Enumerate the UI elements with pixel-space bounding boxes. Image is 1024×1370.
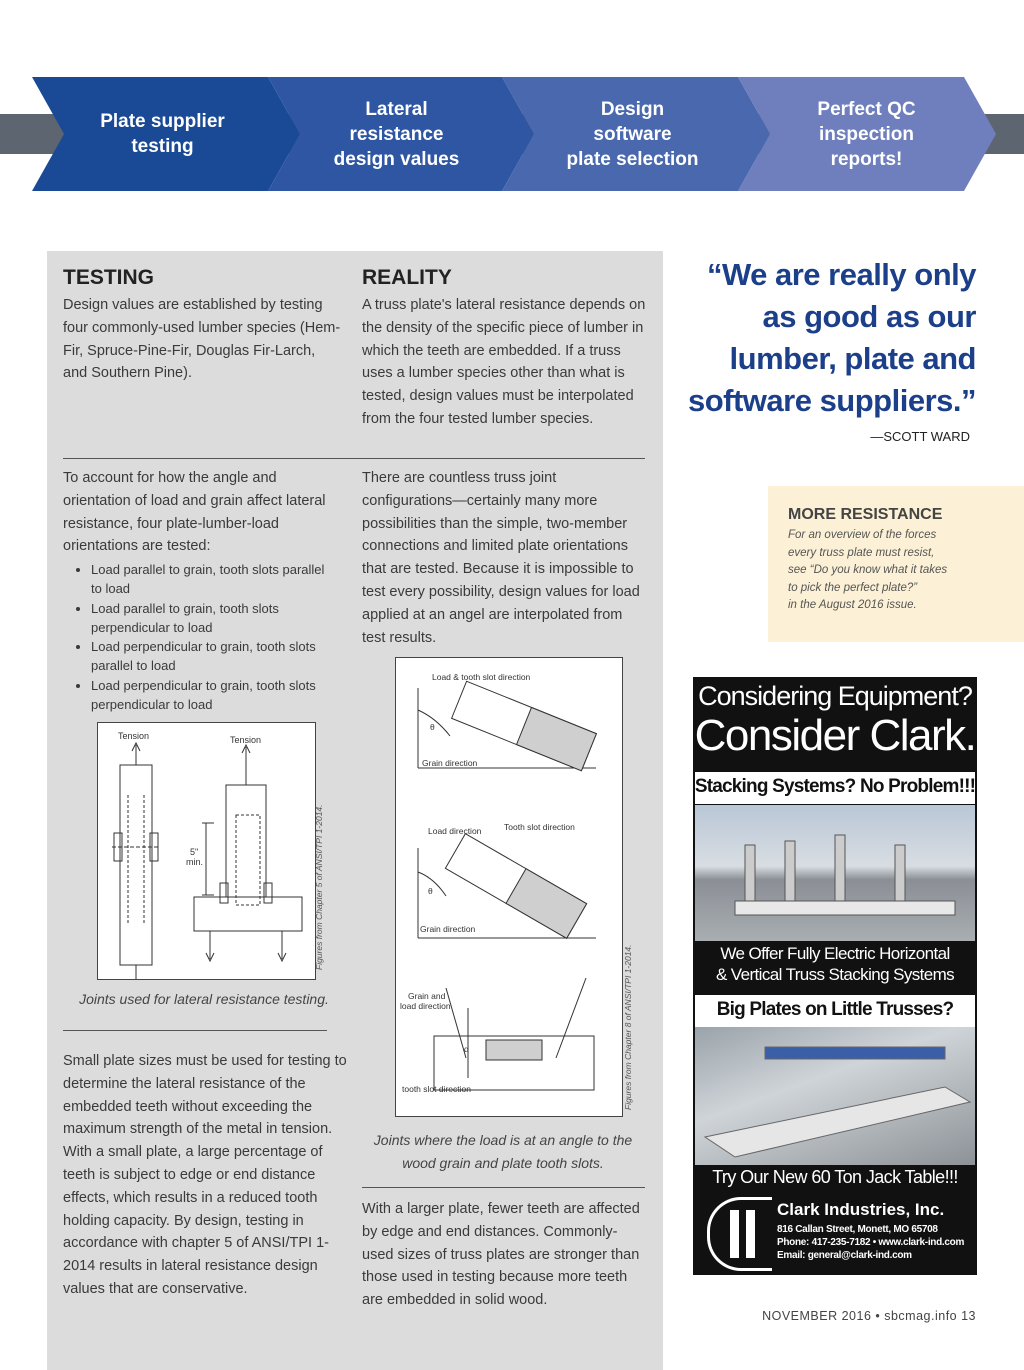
- fig-label: Load direction: [428, 826, 482, 836]
- sidebar-heading: MORE RESISTANCE: [788, 506, 943, 523]
- larger-plate-text: With a larger plate, fewer teeth are affected by edge and end distances. Commonly-used sizes of truss plates are stronger than those used in testing because more teeth are embedded in solid wood.: [362, 1201, 640, 1309]
- clark-logo: [707, 1197, 772, 1271]
- fig-label: Grain and: [408, 991, 446, 1001]
- orientations-intro: To account for how the angle and orientation of load and grain affect lateral resistance, four plate-lumber-load orientations are tested:: [63, 470, 326, 555]
- fig-label: Load & tooth slot direction: [432, 672, 531, 682]
- testing-figure-caption: Joints used for lateral resistance testing.: [79, 991, 329, 1007]
- fig-label: Tooth slot direction: [504, 822, 575, 832]
- fig-label: tooth slot direction: [402, 1084, 471, 1094]
- pull-quote: “We are really only as good as our lumber, plate and software suppliers.”: [687, 257, 976, 418]
- orientation-list: [63, 560, 331, 714]
- testing-figure: [97, 722, 316, 980]
- ad-big-plates: Big Plates on Little Trusses?: [716, 999, 954, 1020]
- fig-label: load direction: [400, 1001, 451, 1011]
- fig-label: Tension: [118, 731, 150, 741]
- caption-divider: [362, 1187, 645, 1188]
- fig-label: θ: [428, 886, 433, 896]
- reality-heading: REALITY: [362, 266, 452, 289]
- process-step-2: Lateral resistance design values: [333, 98, 460, 170]
- fig-label: θ: [430, 722, 435, 732]
- ad-jack-table: Try Our New 60 Ton Jack Table!!!: [712, 1167, 958, 1187]
- fig-label: Grain direction: [422, 758, 478, 768]
- small-plates-text: Small plate sizes must be used for testing to determine the lateral resistance of the embedded teeth without exceeding the maximum strength of the metal in tension. With a small plate, a large percentage of teeth is subject to edge or end distance effects, which results in a reduced tooth holding capacity. By design, testing in accordance with chapter 5 of ANSI/TPI 1-2014 results in lateral resistance design values that are conservative.: [63, 1053, 347, 1297]
- fig-label: α: [464, 1044, 469, 1054]
- clark-advertisement[interactable]: [693, 677, 977, 1275]
- fig-label: Grain direction: [420, 924, 476, 934]
- ad-offer: We Offer Fully Electric Horizontal & Vertical Truss Stacking Systems: [715, 944, 955, 984]
- testing-text: Design values are established by testing four commonly-used lumber species (Hem-Fir, Spruce-Pine-Fir, Douglas Fir-Larch, and Southern Pine).: [63, 297, 341, 382]
- ad-contact: 816 Callan Street, Monett, MO 65708 Phone: 417-235-7182 • www.clark-ind.com Email: general@clark-ind.com: [777, 1224, 965, 1261]
- angle-figure-caption: Joints where the load is at an angle to the wood grain and plate tooth slots.: [373, 1132, 633, 1171]
- stacking-photo: [695, 805, 975, 941]
- configurations-text: There are countless truss joint configurations—certainly many more possibilities than the simple, two-member connections and limited plate orientations that are tested. Because it is impossible to test every possibility, design values for load applied at an angel are interpolated from test results.: [362, 470, 640, 646]
- list-item: • Load parallel to grain, tooth slots parallel to load: [91, 560, 331, 599]
- angle-figure-credit: Figures from Chapter 8 of ANSI/TPI 1-2014.: [623, 944, 633, 1110]
- sidebar-text: For an overview of the forces every truss plate must resist, see “Do you know what it takes to pick the perfect plate?” in the August 2016 issue.: [788, 529, 948, 612]
- reality-text: A truss plate's lateral resistance depends on the density of the specific piece of lumber in which the teeth are embedded. If a truss uses a lumber species other than what is tested, design values must be interpolated from the four tested lumber species.: [362, 297, 646, 427]
- fig-label: Tension: [230, 735, 262, 745]
- jack-table-photo: [695, 1027, 975, 1165]
- testing-joint-diagram: [98, 723, 315, 979]
- angle-figure: [395, 657, 623, 1117]
- sidebar-box: [768, 486, 1024, 642]
- testing-figure-credit: Figures from Chapter 5 of ANSI/TPI 1-2014.: [314, 804, 324, 970]
- ad-stacking: Stacking Systems? No Problem!!!: [694, 776, 976, 797]
- section-divider: [63, 458, 645, 459]
- testing-heading: TESTING: [63, 266, 155, 289]
- list-item: • Load parallel to grain, tooth slots perpendicular to load: [91, 599, 331, 638]
- process-step-1: Plate supplier testing: [100, 111, 225, 157]
- page-footer: NOVEMBER 2016 • sbcmag.info 13: [762, 1309, 976, 1323]
- process-step-4: Perfect QC inspection reports!: [817, 98, 916, 170]
- process-step-3: Design software plate selection: [566, 98, 699, 170]
- fig-label: 5": [190, 847, 199, 857]
- quote-attribution: —SCOTT WARD: [870, 429, 970, 444]
- ad-company: Clark Industries, Inc.: [777, 1200, 945, 1219]
- list-item: • Load perpendicular to grain, tooth slots parallel to load: [91, 637, 331, 676]
- fig-label: min.: [186, 857, 204, 867]
- ad-headline-2: Consider Clark.: [694, 711, 976, 760]
- ad-headline-1: Considering Equipment?: [698, 681, 972, 711]
- caption-divider: [63, 1030, 327, 1031]
- list-item: • Load perpendicular to grain, tooth slots perpendicular to load: [91, 676, 331, 715]
